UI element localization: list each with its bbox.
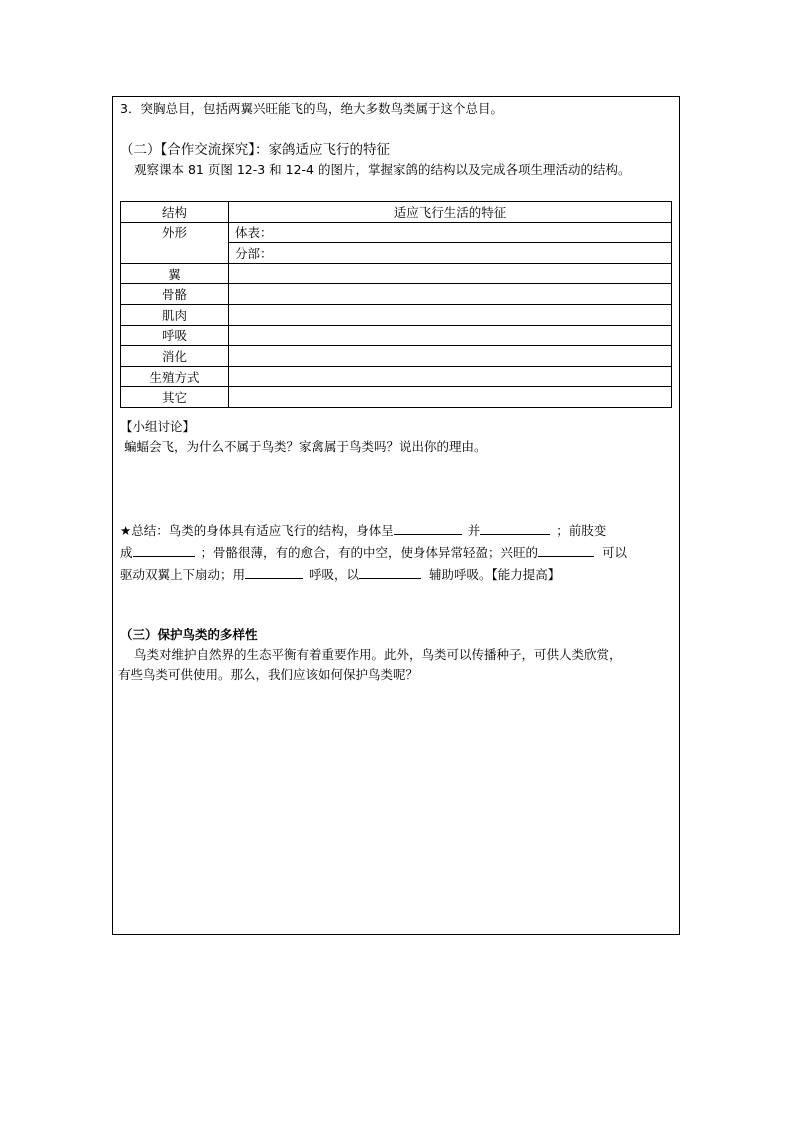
table-row — [121, 366, 672, 387]
table-row — [121, 304, 672, 325]
row-label: 肌肉 — [121, 304, 229, 325]
table-row — [121, 284, 672, 305]
cell-fenbu: 分部： — [229, 243, 672, 264]
summary-line-1 — [120, 522, 606, 540]
table-header-row — [121, 202, 672, 223]
blank-field[interactable] — [359, 566, 421, 579]
discussion-heading: 【小组讨论】 — [120, 419, 196, 434]
summary-text: 辅助呼吸。【能力提高】 — [429, 567, 561, 582]
row-label: 消化 — [121, 346, 229, 367]
blank-field[interactable] — [133, 544, 195, 557]
cell-tibiao: 体表： — [229, 222, 672, 243]
row-cell — [229, 284, 672, 305]
row-label-waixing: 外形 — [121, 222, 229, 263]
table-row — [121, 346, 672, 367]
features-table — [120, 201, 672, 408]
blank-field[interactable] — [394, 522, 462, 535]
table-row — [121, 387, 672, 408]
section-3-paragraph-2: 有些鸟类可供使用。那么，我们应该如何保护鸟类呢？ — [118, 667, 419, 682]
row-cell — [229, 263, 672, 284]
section-2-instruction: 观察课本 81 页图 12-3 和 12-4 的图片，掌握家鸽的结构以及完成各项生理活动的结构。 — [134, 162, 631, 177]
header-structure: 结构 — [121, 202, 229, 223]
summary-text: 可以 — [602, 545, 628, 560]
summary-line-3 — [120, 566, 560, 584]
section-3-heading: （三）保护鸟类的多样性 — [120, 627, 258, 642]
table-row — [121, 263, 672, 284]
blank-field[interactable] — [480, 522, 550, 535]
row-label: 生殖方式 — [121, 366, 229, 387]
row-cell — [229, 304, 672, 325]
row-label: 骨骼 — [121, 284, 229, 305]
summary-text: ★总结：鸟类的身体具有适应飞行的结构，身体呈 — [120, 523, 394, 538]
row-label: 翼 — [121, 263, 229, 284]
row-label: 呼吸 — [121, 325, 229, 346]
discussion-question: 蝙蝠会飞，为什么不属于鸟类？家禽属于鸟类吗？说出你的理由。 — [124, 439, 487, 454]
row-cell — [229, 366, 672, 387]
summary-line-2 — [120, 544, 627, 562]
row-cell — [229, 387, 672, 408]
table-row-waixing — [121, 222, 672, 243]
section-3-paragraph-1: 鸟类对维护自然界的生态平衡有着重要作用。此外，鸟类可以传播种子，可供人类欣赏， — [134, 647, 622, 662]
summary-text: ；骨骼很薄，有的愈合，有的中空，使身体异常轻盈；兴旺的 — [200, 545, 539, 560]
summary-text: 成 — [120, 545, 133, 560]
blank-field[interactable] — [245, 566, 303, 579]
summary-text: ；前肢变 — [556, 523, 607, 538]
row-label: 其它 — [121, 387, 229, 408]
summary-text: 并 — [467, 523, 481, 538]
row-cell — [229, 325, 672, 346]
summary-text: 驱动双翼上下扇动；用 — [120, 567, 246, 582]
summary-text: 呼吸，以 — [309, 567, 360, 582]
item-3-text: 3．突胸总目，包括两翼兴旺能飞的鸟，绝大多数鸟类属于这个总目。 — [120, 101, 503, 116]
section-2-heading: （二）【合作交流探究】：家鸽适应飞行的特征 — [120, 142, 390, 158]
header-features: 适应飞行生活的特征 — [229, 202, 672, 223]
blank-field[interactable] — [538, 544, 594, 557]
table-row — [121, 325, 672, 346]
row-cell — [229, 346, 672, 367]
